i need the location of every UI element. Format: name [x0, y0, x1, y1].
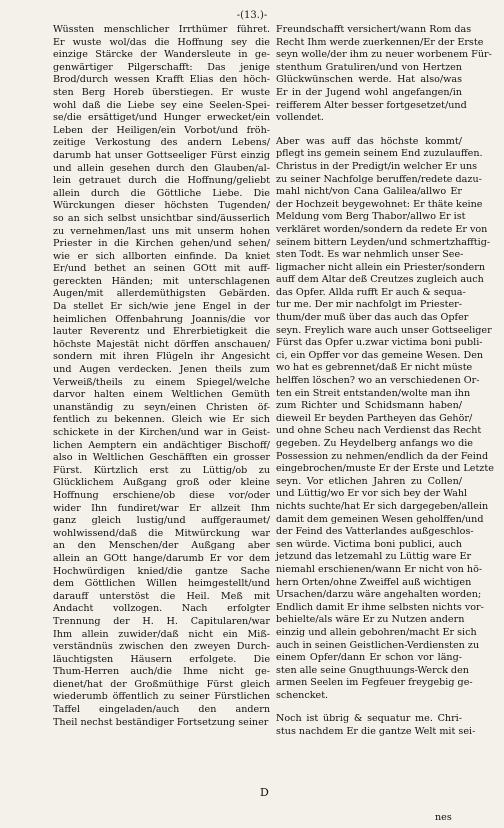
text-line: zeitige Verkostung des andern Lebens/: [53, 137, 270, 149]
text-line: Endlich damit Er ihme selbsten nichts vor-: [276, 601, 484, 613]
text-line: Er wuste wol/das die Hoffnung sey die: [53, 36, 270, 48]
text-line: sondern mit ihren Flügeln ihr Angesicht: [53, 351, 270, 363]
text-line: darumb hat unser Gottseeliger Fürst einzig: [53, 149, 270, 161]
text-line: lein getrauet durch die Hoffnung/geliebt: [53, 175, 270, 187]
text-line: Meldung vom Berg Thabor/allwo Er ist: [276, 211, 466, 223]
text-line: unanständig zu seyn/einen Christen öf-: [53, 401, 270, 413]
text-line: Ursachen/darzu wäre angehalten worden;: [276, 589, 482, 601]
text-line: ten ein Streit entstanden/wolte man ihn: [276, 387, 471, 399]
text-line: dieweil Er beyden Partheyen das Gehör/: [276, 412, 473, 424]
page-number: -(13.)-: [236, 10, 268, 21]
text-line: dem Göttlichen Willen heimgestellt/und: [53, 578, 270, 590]
text-line: also in Weltlichen Geschäfften ein grosser: [53, 452, 270, 464]
text-line: seyn. Vor etlichen Jahren zu Collen/: [276, 475, 462, 487]
text-line: gegeben. Zu Heydelberg anfangs wo die: [276, 438, 473, 449]
text-line: allein durch die Göttliche Liebe. Die: [53, 187, 270, 199]
text-line: heimlichen Offenbahrung Joannis/die vor: [53, 313, 270, 325]
text-line: eingebrochen/muste Er der Erste und Letzte: [276, 463, 494, 475]
text-line: Freundschafft versichert/wann Rom das: [276, 24, 472, 35]
text-line: wo hat es gebrennet/daß Er nicht müste: [276, 362, 473, 374]
text-line: Christus in der Predigt/in welcher Er uns: [276, 160, 478, 172]
text-line: so an sich selbst unsichtbar sind/äusserlich: [53, 212, 270, 224]
text-line: Verweiß/theils zu einem Spiegel/welche: [53, 376, 270, 388]
paragraph-3: [276, 713, 476, 738]
text-line: zu seiner Nachfolge beruffen/redete dazu-: [276, 173, 482, 185]
text-line: lichen Aemptern ein andächtiger Bischoff/: [53, 439, 270, 451]
text-line: einem Opfer/dann Er schon vor läng-: [276, 652, 462, 664]
left-column: [53, 24, 270, 729]
text-line: thum/der muß über das auch das Opfer: [276, 312, 469, 324]
text-line: Ihm allein zuwider/daß nicht ein Miß-: [53, 628, 270, 640]
text-line: stenthum Gratuliren/und von Hertzen: [276, 61, 462, 73]
text-line: seinem bittern Leyden/und schmertzhafftig-: [276, 236, 491, 248]
text-line: zu vernehmen/last uns mit unserm hohen: [53, 225, 270, 237]
text-line: ci, ein Opffer vor das gemeine Wesen. Den: [276, 349, 484, 361]
text-line: Fürst. Kürtzlich erst zu Lüttig/ob zu: [53, 464, 270, 476]
paragraph-1: [276, 24, 492, 125]
text-line: gereckten Händen; mit unterschlagenen: [53, 275, 270, 287]
text-line: läuchtigsten Häusern erfolgete. Die: [53, 653, 270, 665]
text-line: Hoffnung erschiene/ob diese vor/oder: [53, 489, 270, 501]
text-line: hern Orten/ohne Zweiffel auß wichtigen: [276, 576, 472, 588]
text-line: Priester in die Kirchen gehen/und sehen/: [53, 238, 270, 250]
text-line: pflegt ins gemein seinem End zuzulauffen.: [276, 148, 483, 160]
signature-mark: D: [260, 786, 269, 799]
text-line: und ohne Scheu nach Verdienst das Recht: [276, 425, 482, 437]
text-line: und Augen verdecken. Jenen theils zum: [53, 364, 270, 376]
text-line: auff dem Altar deß Creutzes zugleich auch: [276, 274, 484, 286]
text-line: genwärtiger Pilgerschafft: Das jenige: [53, 61, 270, 73]
text-line: Theil nechst beständiger Fortsetzung seiner: [53, 716, 269, 728]
text-line: Recht Ihm werde zuerkennen/Er der Erste: [276, 36, 484, 48]
text-line: sten alle seine Gnugthuungs-Werck den: [276, 664, 469, 676]
text-line: höchste Majestät nicht dörffen anschauen/: [53, 338, 270, 350]
text-line: ganz gleich lustig/und auffgeraumet/: [53, 515, 270, 527]
text-line: zum Richter und Schidsmann haben/: [276, 400, 462, 412]
text-line: nichts suchte/hat Er sich dargegeben/allein: [276, 500, 489, 512]
text-line: seyn wolle/der ihm zu neuer worbenem Für-: [276, 49, 492, 61]
text-line: sen würde. Victima boni publici, auch: [276, 538, 462, 550]
text-line: verständnüs zwischen den zweyen Durch-: [53, 641, 270, 653]
text-line: Augen/mit allerdemüthigsten Gebärden.: [53, 288, 270, 300]
text-line: der Feind des Vatterlandes außgeschlos-: [276, 526, 474, 538]
text-line: damit dem gemeinen Wesen geholffen/und: [276, 513, 484, 525]
text-line: Hochwürdigen knied/die gantze Sache: [53, 565, 270, 577]
paragraph-2: [276, 135, 494, 703]
text-line: Er/und bethet an seinen GOtt mit auff-: [53, 263, 270, 275]
text-line: ligmacher nicht allein ein Priester/sondern: [276, 261, 485, 273]
text-line: mahl nicht/von Cana Galilea/allwo Er: [276, 186, 462, 198]
text-line: Possession zu nehmen/endlich da der Feind: [276, 450, 489, 462]
text-line: wohlwissend/daß die Mitwürckung war: [53, 527, 270, 539]
text-line: an den Menschen/der Außgang aber: [53, 540, 270, 552]
text-line: Aber was auff das höchste kommt/: [276, 135, 462, 147]
text-line: armen Seelen im Fegfeuer freygebig ge-: [276, 677, 473, 689]
text-line: schencket.: [276, 689, 329, 701]
text-line: jetzund das letzemahl zu Lüttig ware Er: [276, 551, 472, 563]
text-line: Noch ist übrig & sequatur me. Chri-: [276, 713, 462, 725]
text-line: sten Berg Horeb überstiegen. Er wuste: [53, 86, 270, 98]
text-line: dienet/hat der Großmüthige Fürst gleich: [53, 678, 270, 690]
text-line: Trennung der H. H. Capitularen/war: [53, 615, 270, 627]
text-line: und Lüttig/wo Er vor sich bey der Wahl: [276, 488, 468, 500]
text-line: einzige Stärcke der Wandersleute in ge-: [53, 49, 270, 61]
text-line: wider Ihn fundiret/war Er allzeit Ihm: [53, 502, 270, 514]
text-line: verkläret worden/sondern da redete Er von: [276, 223, 488, 235]
text-line: Wüssten menschlicher Irrthümer führet.: [53, 24, 270, 35]
text-line: auch in seinen Geistlichen-Verdiensten zu: [276, 639, 480, 651]
text-line: der Hochzeit beygewohnet: Er thäte keine: [276, 198, 483, 210]
text-line: Fürst das Opfer u.zwar victima boni publi-: [276, 337, 483, 349]
text-line: Glückwünschen werde. Hat also/was: [276, 74, 462, 86]
text-line: stus nachdem Er die gantze Welt mit sei-: [276, 726, 476, 738]
text-line: fentlich zu bekennen. Gleich wie Er sich: [53, 414, 270, 426]
text-line: einzig und allein gebohren/macht Er sich: [276, 626, 477, 638]
text-line: Glücklichem Außgang groß oder kleine: [53, 477, 270, 489]
text-line: Er in der Jugend wohl angefangen/in: [276, 86, 462, 98]
text-line: allein an GOtt hange/darumb Er vor dem: [53, 552, 270, 564]
text-line: wohl daß die Liebe sey eine Seelen-Spei-: [53, 99, 270, 111]
text-line: sten Todt. Es war nehmlich unser See-: [276, 249, 464, 261]
text-line: Brod/durch wessen Krafft Elias den höch-: [53, 74, 270, 86]
text-line: Taffel eingeladen/auch den andern: [53, 704, 270, 716]
text-line: behielte/als wäre Er zu Nutzen andern: [276, 614, 465, 626]
text-line: helffen löschen? wo an verschiedenen Or-: [276, 375, 480, 387]
text-line: wiederumb öffentlich zu seiner Fürstlichen: [53, 691, 270, 703]
text-line: Leben der Heiligen/ein Vorbot/und fröh-: [53, 124, 270, 136]
text-line: Da stellet Er sich/wie jene Engel in der: [53, 301, 270, 313]
text-line: und allein gesehen durch den Glauben/al-: [53, 162, 270, 174]
text-line: wie er sich allborten einfinde. Da kniet: [53, 250, 270, 262]
text-line: Würckungen dieser höchsten Tugenden/: [53, 200, 270, 212]
text-line: Thum-Herren auch/die Ihme nicht ge-: [53, 666, 270, 678]
text-line: schickete in der Kirchen/und war in Geist-: [53, 427, 270, 438]
text-line: tur me. Der mir nachfolgt im Priester-: [276, 299, 462, 311]
text-line: darvor halten einem Weltlichen Gemüth: [53, 389, 270, 401]
text-line: seyn. Freylich ware auch unser Gottseeliger: [276, 324, 492, 336]
text-line: Andacht vollzogen. Nach erfolgter: [53, 603, 270, 615]
text-line: das Opfer. Allda rufft Er auch & sequa-: [276, 286, 466, 298]
right-column: [276, 24, 494, 739]
text-line: se/die ersättiget/und Hunger erwecket/ein: [53, 112, 270, 124]
text-line: darauff unterstöst die Heil. Meß mit: [53, 590, 270, 602]
catchword: nes: [435, 812, 452, 823]
text-line: vollendet.: [276, 112, 324, 124]
text-line: niemahl erschienen/wann Er nicht von hö-: [276, 563, 483, 575]
text-line: lauter Reverentz und Ehrerbietigkeit die: [53, 326, 270, 338]
text-line: reifferem Alter besser fortgesetzet/und: [276, 99, 467, 111]
